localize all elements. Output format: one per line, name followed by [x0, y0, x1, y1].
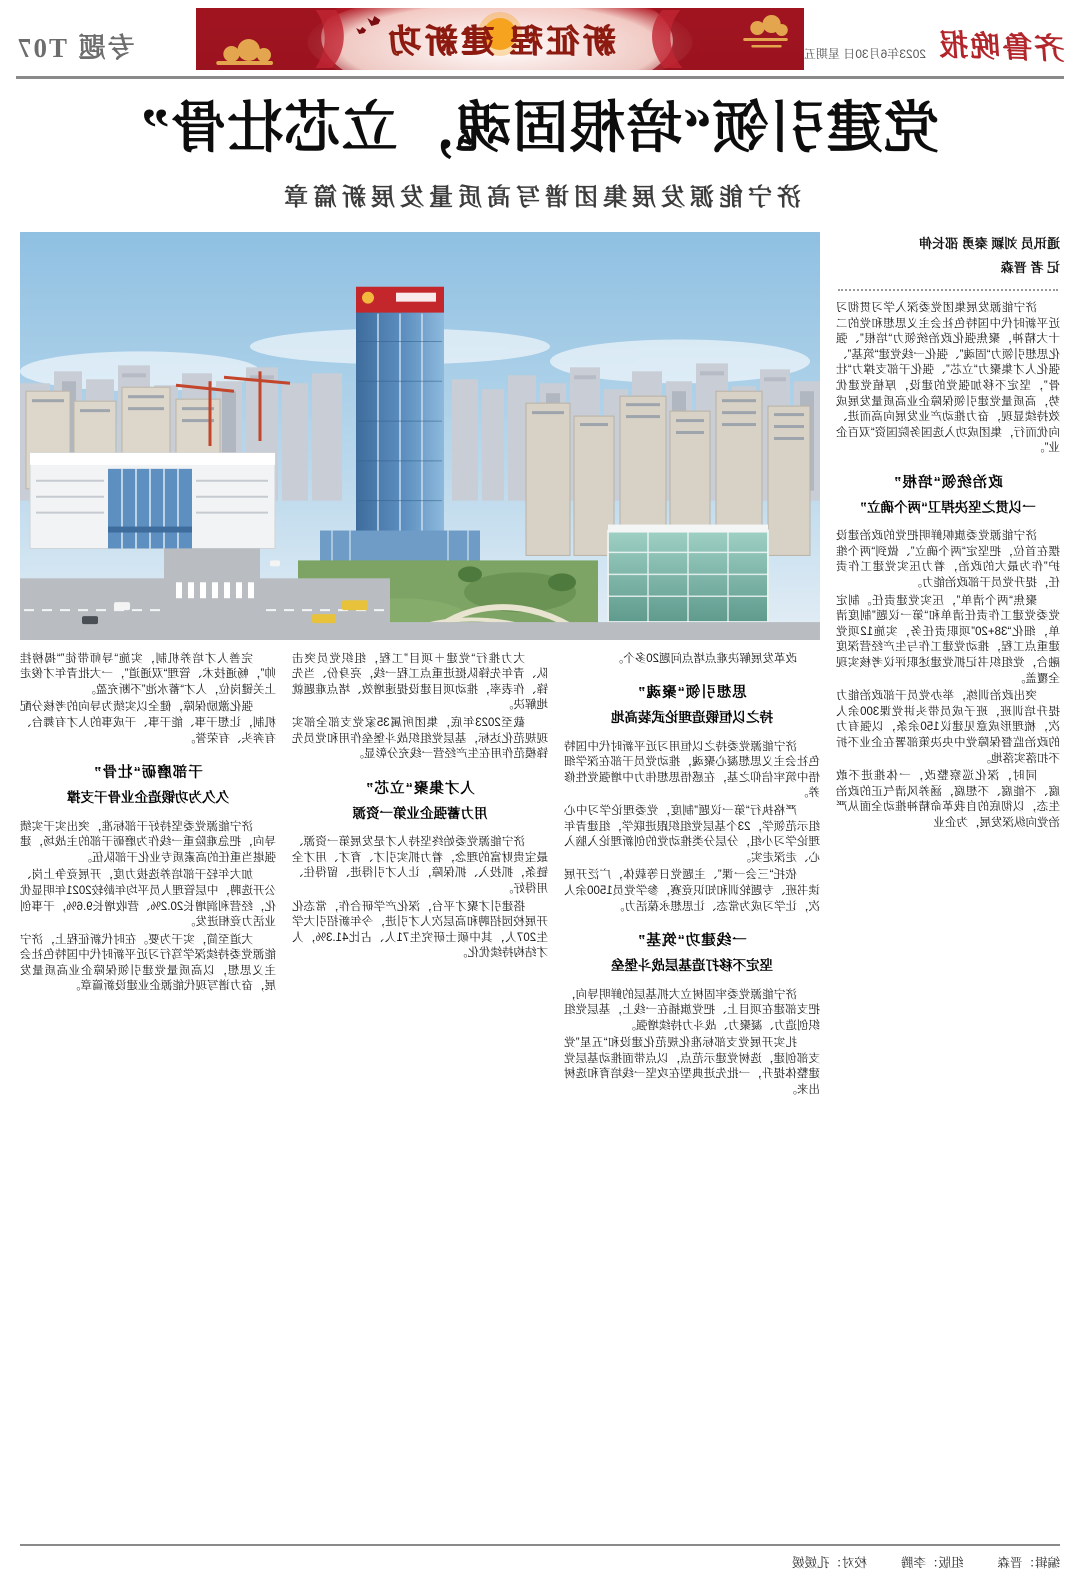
- main-headline: 党建引领“培根固魂，立芯壮骨”: [140, 98, 940, 160]
- section-subhead: 持之以恒锻造理论武装高地: [611, 710, 773, 726]
- section-1-paragraphs: [836, 529, 1060, 831]
- body-paragraph: 强化激励保障，健全以实绩为导向的考核分配机制，让想干事、能干事、干成事的人才有舞台、有奔头、有荣誉。: [20, 701, 276, 745]
- section-subhead: 用力蓄强企业第一资源: [352, 805, 488, 821]
- body-paragraph: 严格执行“第一议题”制度，党委理论学习中心组示范领学，23个基层党组织跟进联学，组建青年理论学习小组，分层分类推动党的创新理论入脑入心、走深走实。: [564, 804, 820, 864]
- article-body: [0, 218, 1080, 1514]
- city-photo-graphic: [20, 232, 820, 640]
- section-kicker: 干部磨砺“壮骨”: [93, 765, 203, 782]
- city-photo: [20, 232, 820, 640]
- masthead-row: [0, 0, 1080, 74]
- body-paragraph: 同时，深化巡察整改，一体推进不敢腐、不能腐、不想腐，涵养风清气正的政治生态，以彻底的自我革命精神推动全面从严治党向纵深发展，为企业: [836, 770, 1060, 829]
- body-paragraph: 扎实开展党支部标准化规范化建设和“五星”党支部创建，选树党建示范点，以点带面推动基层党建整体提升，一批先进典型在攻坚一线培育和选树出来。: [564, 1037, 820, 1097]
- body-paragraph: 完善人才培养机制，实施“导师带徒”“揭榜挂帅”，畅通技术、管理“双通道”，一大批青年才俊走上关键岗位，人才“蓄水池”不断充盈。: [20, 652, 276, 696]
- section-kicker: 政治统领“培根”: [893, 474, 1003, 491]
- section-3-continued: [292, 652, 548, 763]
- section-head-5: [20, 760, 276, 810]
- body-paragraph: 截至2023年底，集团所属35家党支部全部实现规范化达标，基层党组织战斗堡垒作用和党员先锋模范作用在生产经营一线充分彰显。: [292, 716, 548, 761]
- section-5-paragraphs: [20, 820, 276, 996]
- page-number: T07: [16, 33, 68, 63]
- text-columns: [20, 652, 820, 1514]
- byline-divider: [838, 289, 1058, 291]
- car-white: [114, 602, 130, 610]
- section-4-continued: [20, 652, 276, 748]
- body-paragraph: 济宁能源党委牢固树立大抓基层的鲜明导向，把支部建在项目上、把党旗插在一线上，基层党组织创造力、凝聚力、战斗力持续增强。: [564, 988, 820, 1032]
- body-paragraph: 搭建引才聚才平台，深化产学研合作，常态化开展校园招聘和高层次人才引进，今年新招引大学生207人，其中硕士研究生71人、占比41.3%，人才结构持续优化。: [292, 900, 548, 960]
- byline-correspondents: 通讯员 刘颖 秦勇 邵长伸: [919, 235, 1060, 251]
- body-paragraph: 加大年轻干部培养选拔力度，开展竞争上岗、公开选聘，中层管理人员平均年龄较2021年明显优化，经营利润增长20.2%、营收增长9.6%，干事创业活力竞相迸发。: [20, 869, 276, 929]
- mall-signage: [108, 526, 192, 532]
- proofread-credit: 校对：孔媛媛: [791, 1556, 867, 1570]
- section-kicker: 一线建功“筑基”: [637, 933, 747, 950]
- banner-graphic: [196, 8, 804, 70]
- car-dark: [82, 616, 98, 624]
- tower-logo-sun-icon: [362, 291, 374, 303]
- section-kicker: 思想引领“聚魂”: [637, 685, 747, 702]
- glass-office-building: [608, 524, 768, 622]
- section-1-continued: [564, 652, 820, 668]
- masthead: [803, 8, 1066, 67]
- layout-credit: 组版：李腾: [900, 1556, 964, 1570]
- column-3: [292, 652, 548, 1514]
- section-label: 专题: [76, 33, 135, 63]
- main-area: [20, 232, 820, 1514]
- section-subhead: 久久为功锻造企业骨干支撑: [67, 790, 229, 806]
- body-paragraph: 济宁能源党委持之以恒用习近平新时代中国特色社会主义思想凝心聚魂，推动党员干部在深学细悟中筑牢信仰之基，在感悟思想伟力中增强党性修养。: [564, 740, 820, 800]
- festival-banner: [196, 8, 804, 70]
- body-paragraph: 济宁能源党委始终坚持人才是发展第一资源、最宝贵财富的理念，着力抓实引才、育才、用才全链条，抓投入、抓保障，让人才引得进、留得住、用得好。: [292, 836, 548, 895]
- lead-paragraph: 济宁能源发展集团党委深入学习贯彻习近平新时代中国特色社会主义思想和党的二十大精神，聚焦强化政治统领力“培根”、强化思想引领力“固魂”、强化一线党建“筑基”、强化人才集聚力“立芯”、强化干部支撑力“壮骨”，坚定不移加强党的建设，厚植党建优势，高质量党建引领保障企业高质量发展成效持续显现，奋力推动产业发展向高而进、向优而行，集团成功入选国务院国资“双百企业”。: [836, 301, 1060, 455]
- section-2-paragraphs: [564, 740, 820, 916]
- body-paragraph: 突出政治训练，举办党员干部政治能力提升培训班，班子成员带头讲党课300余人次，梳理形成意见建议150余条，以强有力的政治监督保障党中央决策部署在企业不折不扣落实落地。: [836, 690, 1060, 765]
- section-head-3: [564, 928, 820, 978]
- section-subhead: 坚定不移打造基层战斗堡垒: [611, 958, 773, 974]
- banner-slogan: 新征程 建新功: [384, 23, 616, 59]
- headline-block: [0, 79, 1080, 218]
- body-paragraph: 改革发展解决难点堵点问题20多个。: [611, 652, 797, 665]
- section-3-paragraphs: [564, 988, 820, 1099]
- body-paragraph: 济宁能源党委坚持好干部标准，突出实干实绩导向，把急难险重一线作为磨砺干部的主战场，建强堪当重任的高素质专业化干部队伍。: [20, 820, 276, 864]
- section-head-2: [564, 680, 820, 730]
- bus-yellow-2: [312, 614, 336, 623]
- shopping-mall: [30, 453, 275, 549]
- body-paragraph: 济宁能源党委旗帜鲜明把党的政治建设摆在首位，把坚定“两个确立”、做到“两个维护”作为最大的政治，着力压实党建工作责任，提升党员干部政治能力。: [836, 530, 1060, 590]
- section-head-4: [292, 776, 548, 826]
- column-1: [836, 232, 1060, 1514]
- column-4: [20, 652, 276, 1514]
- section-4-paragraphs: [292, 835, 548, 962]
- column-2: [564, 652, 820, 1514]
- body-paragraph: 依托“三会一课”、主题党日等载体，广泛开展读书班、专题轮训和知识竞赛，参学党员1500余人次，让学习成为常态、让思想永葆活力。: [564, 869, 820, 913]
- body-paragraph: 大道至简，实干为要。在时代新征程上，济宁能源党委持续深学笃行习近平新时代中国特色社会主义思想，以高质量党建引领保障企业高质量发展，奋力谱写现代能源企业建设新篇章。: [20, 933, 276, 993]
- footer-credits: [20, 1544, 1060, 1571]
- bus-yellow: [342, 600, 368, 610]
- paper-name: 齐鲁晚报: [934, 28, 1066, 67]
- body-paragraph: 大力推行“党建＋项目”工程，组织党员突击队、青年先锋队挺进重点工程一线，亮身份、当先锋、作表率，推动项目建设提速增效、堵点难题就地解决。: [292, 652, 548, 712]
- date-line: 2023年6月30日 星期五: [803, 47, 926, 61]
- byline-reporter: 记 者 晋森: [1000, 260, 1060, 276]
- tower-logo-text: [396, 292, 436, 301]
- sub-headline: 济宁能源发展集团谱写高质量发展新篇章: [279, 183, 801, 211]
- byline: [836, 232, 1060, 281]
- section-head-1: [836, 470, 1060, 520]
- page-tag: [16, 8, 184, 65]
- section-subhead: 一以贯之坚决捍卫“两个确立”: [860, 500, 1036, 515]
- body-paragraph: 聚焦“两个清单”，压实党建责任。制定党委党建工作责任清单和“第一议题”制度清单，细化“38+20”项职责任务，实施12项党建重点工程，推动党建工作与生产经营深度融合，党组织书记抓党建述职评议考核实现全覆盖。: [836, 594, 1060, 685]
- section-kicker: 人才集聚“立芯”: [365, 780, 475, 797]
- editor-credit: 编辑：晋森: [997, 1556, 1060, 1570]
